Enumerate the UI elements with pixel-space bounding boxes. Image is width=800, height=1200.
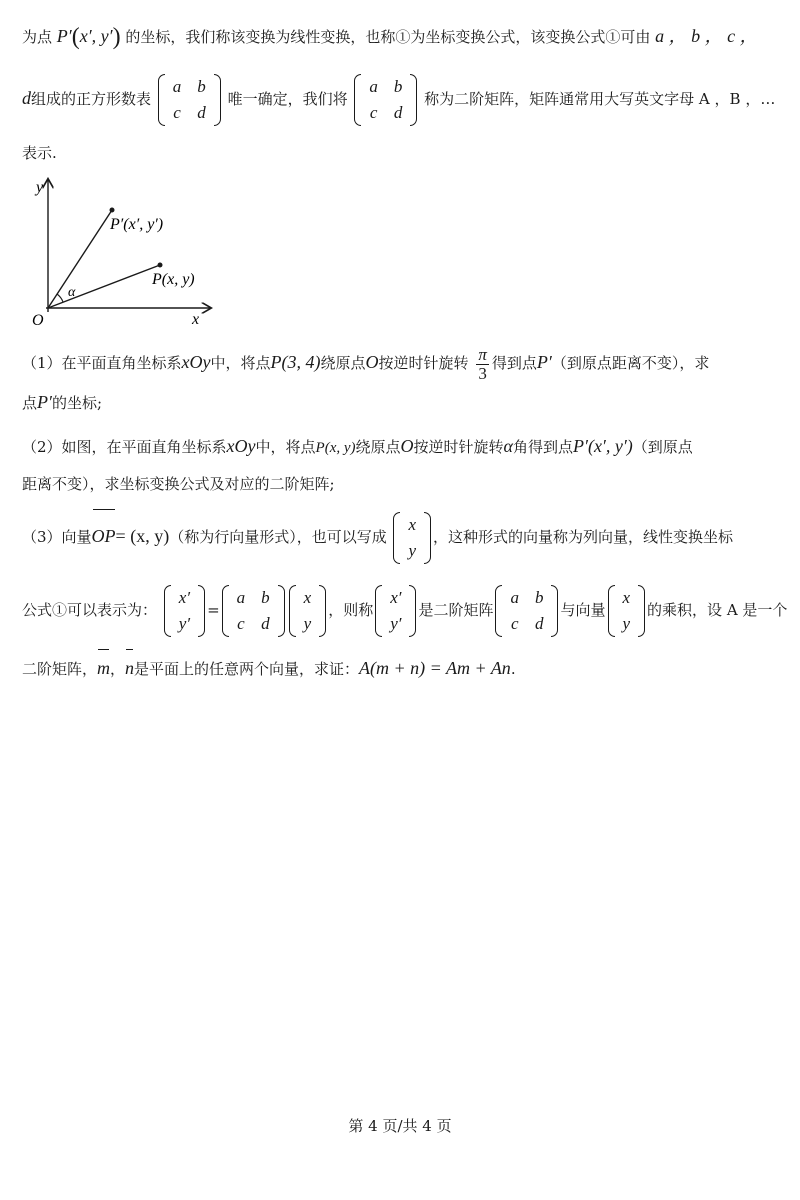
q1-text: 按逆时针旋转 xyxy=(378,354,469,372)
y-axis-label: y xyxy=(36,179,44,196)
column-vector-prime: x′ y′ xyxy=(375,585,416,637)
segment-op xyxy=(48,265,160,308)
proof-equation: A(m + n) = Am + An xyxy=(359,658,511,678)
matrix-abcd: a b c d xyxy=(222,585,285,637)
intro-text: 的坐标，我们称该变换为线性变换，也称①为坐标变换公式，该变换公式①可由 xyxy=(125,28,651,46)
q2-text: （到原点 xyxy=(632,438,693,456)
q2-text: 中，将点 xyxy=(255,438,316,456)
q3-text: 公式①可以表示为： xyxy=(22,601,158,619)
intro-line-2 xyxy=(22,74,778,122)
column-vector-xy: x y xyxy=(393,512,431,564)
angle-arc xyxy=(57,294,63,302)
point-p-xy: P(x, y) xyxy=(315,440,356,456)
q2-text: 距离不变），求坐标变换公式及对应的二阶矩阵; xyxy=(22,475,335,493)
matrix-abcd: a b c d xyxy=(495,585,558,637)
q2-text: （2）如图，在平面直角坐标系 xyxy=(22,438,227,456)
point-coords: x′, y′ xyxy=(79,26,113,46)
intro-line-1: 为点 P′(x′, y′) 的坐标，我们称该变换为线性变换，也称①为坐标变换公式，该变换公式①可由 a ， b ， c ， xyxy=(22,24,758,50)
vector-m: m xyxy=(97,652,110,684)
point-p-prime: P′ xyxy=(536,352,552,372)
q3-text: . xyxy=(510,660,516,678)
origin-o: O xyxy=(400,436,414,456)
q1-text: 点 xyxy=(22,394,38,412)
point-p-prime-xy: P′(x′, y′) xyxy=(573,436,633,456)
column-vector-xy: x y xyxy=(608,585,646,637)
column-vector-prime: x′ y′ xyxy=(164,585,205,637)
q1-text: （到原点距离不变），求 xyxy=(551,354,710,372)
q3-text: （称为行向量形式），也可以写成 xyxy=(169,528,387,546)
fraction-pi-over-3: $\frac{\pi}{3}$ xyxy=(478,344,487,383)
point-p-3-4: P(3, 4) xyxy=(270,352,321,372)
intro-text: 组成的正方形数表 xyxy=(31,90,152,108)
p-prime-label: P′(x′, y′) xyxy=(110,216,164,233)
vector-op: OP xyxy=(92,512,116,560)
intro-text: 表示. xyxy=(22,144,57,162)
point-p-prime: P′ xyxy=(37,392,52,412)
q2-text: 角得到点 xyxy=(513,438,574,456)
page-footer: 第 4 页/共 4 页 xyxy=(348,1117,452,1135)
segment-op-prime xyxy=(48,210,112,308)
q3-text: 与向量 xyxy=(560,601,606,619)
p-label: P(x, y) xyxy=(152,271,195,288)
matrix-abcd: a b c d xyxy=(158,74,221,126)
alpha-symbol: α xyxy=(503,436,513,456)
intro-line-3 xyxy=(22,141,778,165)
q3-text: 是平面上的任意两个向量，求证： xyxy=(134,660,360,678)
q3-text: 是二阶矩阵 xyxy=(418,601,494,619)
question-1-line-2 xyxy=(22,390,778,415)
q3-text: （3）向量 xyxy=(22,528,92,546)
q1-text: 得到点 xyxy=(491,354,537,372)
xoy-label: xOy xyxy=(181,352,211,372)
matrix-abcd: a b c d xyxy=(354,74,417,126)
point-p-prime-dot xyxy=(110,208,115,213)
q1-text: （1）在平面直角坐标系 xyxy=(22,354,182,372)
row-vector: = (x, y) xyxy=(115,526,170,546)
question-3-line-1 xyxy=(22,512,778,560)
intro-text: 唯一确定，我们将 xyxy=(227,90,348,108)
question-3-line-2: 公式①可以表示为： x′ y′ = a b c d x y ，则称 x′ y′ 是二阶矩阵 a b c d 与向量 x y 的乘积，设 A 是一个 xyxy=(22,584,778,636)
q1-text: 绕原点 xyxy=(320,354,366,372)
question-1-line-1 xyxy=(22,344,778,384)
alpha-label: α xyxy=(68,285,76,300)
letters-abc: a ， b ， c ， xyxy=(655,26,758,46)
column-vector-xy: x y xyxy=(289,585,327,637)
q3-text: ，这种形式的向量称为列向量，线性变换坐标 xyxy=(433,528,734,546)
q1-text: 的坐标; xyxy=(51,394,103,412)
q2-text: 绕原点 xyxy=(355,438,401,456)
vector-n: n xyxy=(125,652,134,684)
q1-text: 中，将点 xyxy=(210,354,271,372)
origin-label: O xyxy=(32,312,44,329)
intro-text: 为点 xyxy=(22,28,53,46)
point-p-dot xyxy=(158,263,163,268)
x-axis-label: x xyxy=(192,311,200,328)
origin-o: O xyxy=(365,352,379,372)
question-2-line-2 xyxy=(22,472,778,496)
intro-text: 称为二阶矩阵，矩阵通常用大写英文字母 A ，B ，… xyxy=(424,90,776,108)
point-p-prime: P′ xyxy=(56,26,72,46)
q3-text: ，则称 xyxy=(328,601,374,619)
rotation-figure xyxy=(30,172,220,332)
question-3-line-3: 二阶矩阵，m，n是平面上的任意两个向量，求证：A(m + n) = Am + An. xyxy=(22,652,778,684)
q3-text: 的乘积，设 A 是一个 xyxy=(647,601,788,619)
letter-d: d xyxy=(22,88,31,108)
q3-text: 二阶矩阵， xyxy=(22,660,98,678)
xoy-label: xOy xyxy=(226,436,256,456)
question-2-line-1 xyxy=(22,430,778,462)
q2-text: 按逆时针旋转 xyxy=(413,438,504,456)
